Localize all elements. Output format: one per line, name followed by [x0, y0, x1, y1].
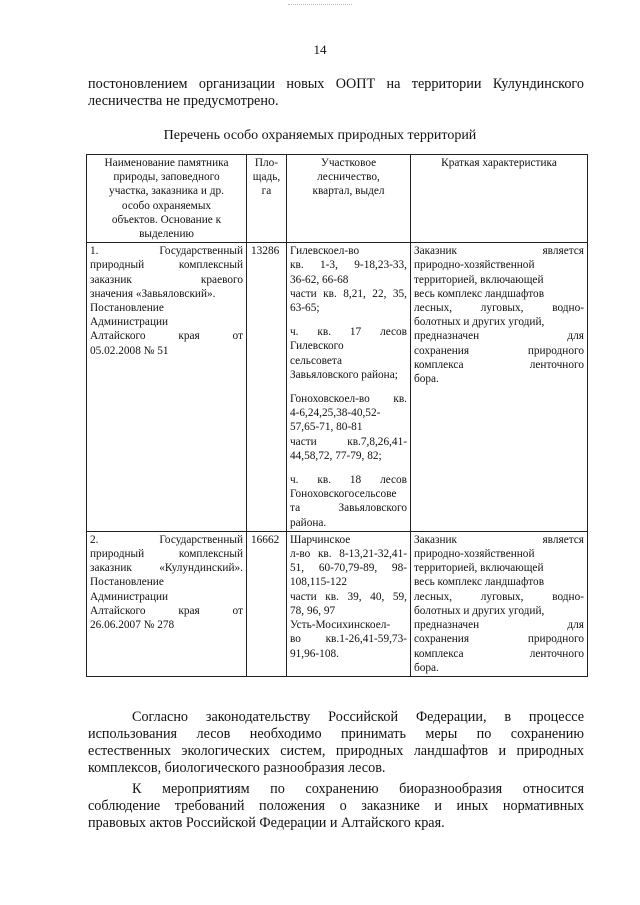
- cell-line: ч. кв. 17 лесов: [290, 326, 407, 339]
- cell-line: 1. Государственный: [90, 245, 243, 258]
- group-spacer: [290, 315, 407, 325]
- cell-line: части кв. 8,21, 22, 35,: [290, 287, 407, 300]
- cell-line: 2. Государственный: [90, 533, 243, 546]
- cell-line: весь комплекс ландшафтов: [414, 287, 545, 300]
- intro-paragraph: [88, 76, 584, 110]
- cell-line: лесных, луговых, водно-: [414, 590, 584, 603]
- cell-line: ч. кв. 18 лесов: [290, 474, 407, 487]
- table-title: Перечень особо охраняемых природных территорий: [163, 128, 477, 143]
- cell-line: природы, заповедного: [113, 171, 220, 184]
- cell-line: болотных и других угодий,: [414, 316, 545, 329]
- cell-description: [411, 243, 588, 532]
- cell-line: 78, 96, 97: [290, 604, 336, 617]
- cell-description: [411, 531, 588, 676]
- cell-line: выделению: [139, 228, 194, 241]
- cell-line: особо охраняемых: [121, 199, 212, 212]
- cell-line: болотных и других угодий,: [414, 604, 545, 617]
- cell-line: щадь,: [252, 171, 281, 184]
- paragraph-line: правовых актов Российской Федерации и Алтайского края.: [88, 815, 445, 831]
- header-area: [247, 155, 287, 243]
- cell-line: лесных, луговых, водно-: [414, 302, 584, 315]
- cell-line: Администрации: [90, 316, 169, 329]
- cell-line: 26.06.2007 № 278: [90, 619, 175, 632]
- cell-line: Гоноховскогосельсове: [290, 488, 397, 501]
- cell-line: 05.02.2008 № 51: [90, 344, 169, 357]
- cell-line: Наименование памятника: [104, 157, 229, 169]
- cell-line: Завьяловского района;: [290, 368, 398, 381]
- header-location: [287, 155, 411, 243]
- cell-line: Пло-: [254, 157, 279, 169]
- cell-area: 13286: [247, 243, 287, 532]
- cell-line: 63-65;: [290, 302, 320, 315]
- scan-artifact: [288, 4, 352, 8]
- cell-line: Алтайского края от: [90, 330, 243, 343]
- cell-line: части кв. 39, 40, 59,: [290, 590, 407, 603]
- cell-line: Гилевскоел-во: [290, 245, 360, 258]
- protected-areas-table: [86, 154, 588, 677]
- cell-line: 44,58,72, 77-79, 82;: [290, 449, 382, 462]
- cell-line: га: [261, 185, 272, 198]
- cell-line: 108,115-122: [290, 576, 348, 589]
- paragraph-line: соблюдение требований положения о заказнике и иных нормативных: [88, 798, 584, 814]
- cell-line: природно-хозяйственной: [414, 259, 535, 272]
- cell-line: природный комплексный: [90, 259, 243, 272]
- cell-line: заказник «Кулундинский».: [90, 562, 243, 575]
- cell-line: территорией, включающей: [414, 562, 544, 575]
- cell-line: природный комплексный: [90, 548, 243, 561]
- intro-line: лесничества не предусмотрено.: [88, 93, 279, 109]
- cell-line: сохранения природного: [414, 344, 584, 357]
- cell-line: заказник краевого: [90, 273, 243, 286]
- table-header-row: [87, 155, 588, 243]
- intro-line: постоновлением организации новых ООПТ на территории Кулундинского: [88, 76, 584, 92]
- cell-line: бора.: [414, 373, 439, 386]
- cell-line: объектов. Основание к: [111, 213, 222, 226]
- cell-line: л-во кв. 8-13,21-32,41-: [290, 548, 407, 561]
- cell-line: квартал, выдел: [312, 185, 385, 198]
- group-spacer: [290, 463, 407, 473]
- cell-line: лесничество,: [317, 171, 380, 184]
- paragraph-line: естественных экологических систем, природных ландшафтов и природных: [88, 743, 584, 759]
- header-description: [411, 155, 588, 243]
- paragraph-line: комплексов, биологического разнообразия лесов.: [88, 760, 386, 776]
- cell-name: [87, 243, 247, 532]
- paragraph-line: использования лесов необходимо принимать меры по сохранению: [88, 726, 584, 742]
- cell-line: Гоноховскоел-во кв.: [290, 393, 407, 406]
- cell-line: 51, 60-70,79-89, 98-: [290, 562, 407, 575]
- cell-line: участка, заказника и др.: [109, 185, 224, 198]
- cell-line: Краткая характеристика: [441, 157, 557, 169]
- cell-line: Усть-Мосихинскоел-: [290, 619, 391, 632]
- group-spacer: [290, 382, 407, 392]
- cell-line: значения «Завьяловский».: [90, 287, 216, 300]
- cell-line: та Завьяловского: [290, 502, 407, 515]
- cell-line: района.: [290, 516, 327, 529]
- cell-line: Участковое: [320, 157, 377, 169]
- cell-line: сохранения природного: [414, 633, 584, 646]
- page-number: 14: [313, 42, 327, 57]
- cell-line: кв. 1-3, 9-18,23-33,: [290, 259, 407, 272]
- cell-line: Постановление: [90, 576, 164, 589]
- header-name: [87, 155, 247, 243]
- cell-line: во кв.1-26,41-59,73-: [290, 633, 407, 646]
- cell-line: сельсовета: [290, 354, 342, 367]
- paragraph-line: Согласно законодательству Российской Федерации, в процессе: [132, 709, 584, 725]
- cell-line: комплекса ленточного: [414, 647, 584, 660]
- cell-line: 36-62, 66-68: [290, 273, 349, 286]
- cell-line: 4-6,24,25,38-40,52-: [290, 407, 381, 420]
- cell-location: [287, 243, 411, 532]
- cell-location: [287, 531, 411, 676]
- cell-line: Администрации: [90, 590, 169, 603]
- cell-line: 57,65-71, 80-81: [290, 421, 363, 434]
- cell-area: 16662: [247, 531, 287, 676]
- closing-paragraph: [88, 781, 584, 832]
- cell-line: комплекса ленточного: [414, 358, 584, 371]
- cell-line: природно-хозяйственной: [414, 548, 535, 561]
- cell-line: Алтайского края от: [90, 604, 243, 617]
- paragraph-line: К мероприятиям по сохранению биоразнообразия относится: [132, 781, 584, 797]
- table-row: [87, 243, 588, 532]
- cell-line: части кв.7,8,26,41-: [290, 435, 407, 448]
- cell-line: Гилевского: [290, 340, 344, 353]
- cell-line: Заказник является: [414, 533, 584, 546]
- cell-name: [87, 531, 247, 676]
- cell-line: бора.: [414, 661, 439, 674]
- cell-line: Заказник является: [414, 245, 584, 258]
- table-row: [87, 531, 588, 676]
- cell-line: предназначен для: [414, 330, 584, 343]
- cell-line: Постановление: [90, 302, 164, 315]
- cell-line: 91,96-108.: [290, 647, 339, 660]
- closing-paragraph: [88, 709, 584, 777]
- cell-line: весь комплекс ландшафтов: [414, 576, 545, 589]
- cell-line: Шарчинское: [290, 533, 351, 546]
- cell-line: предназначен для: [414, 619, 584, 632]
- cell-line: территорией, включающей: [414, 273, 544, 286]
